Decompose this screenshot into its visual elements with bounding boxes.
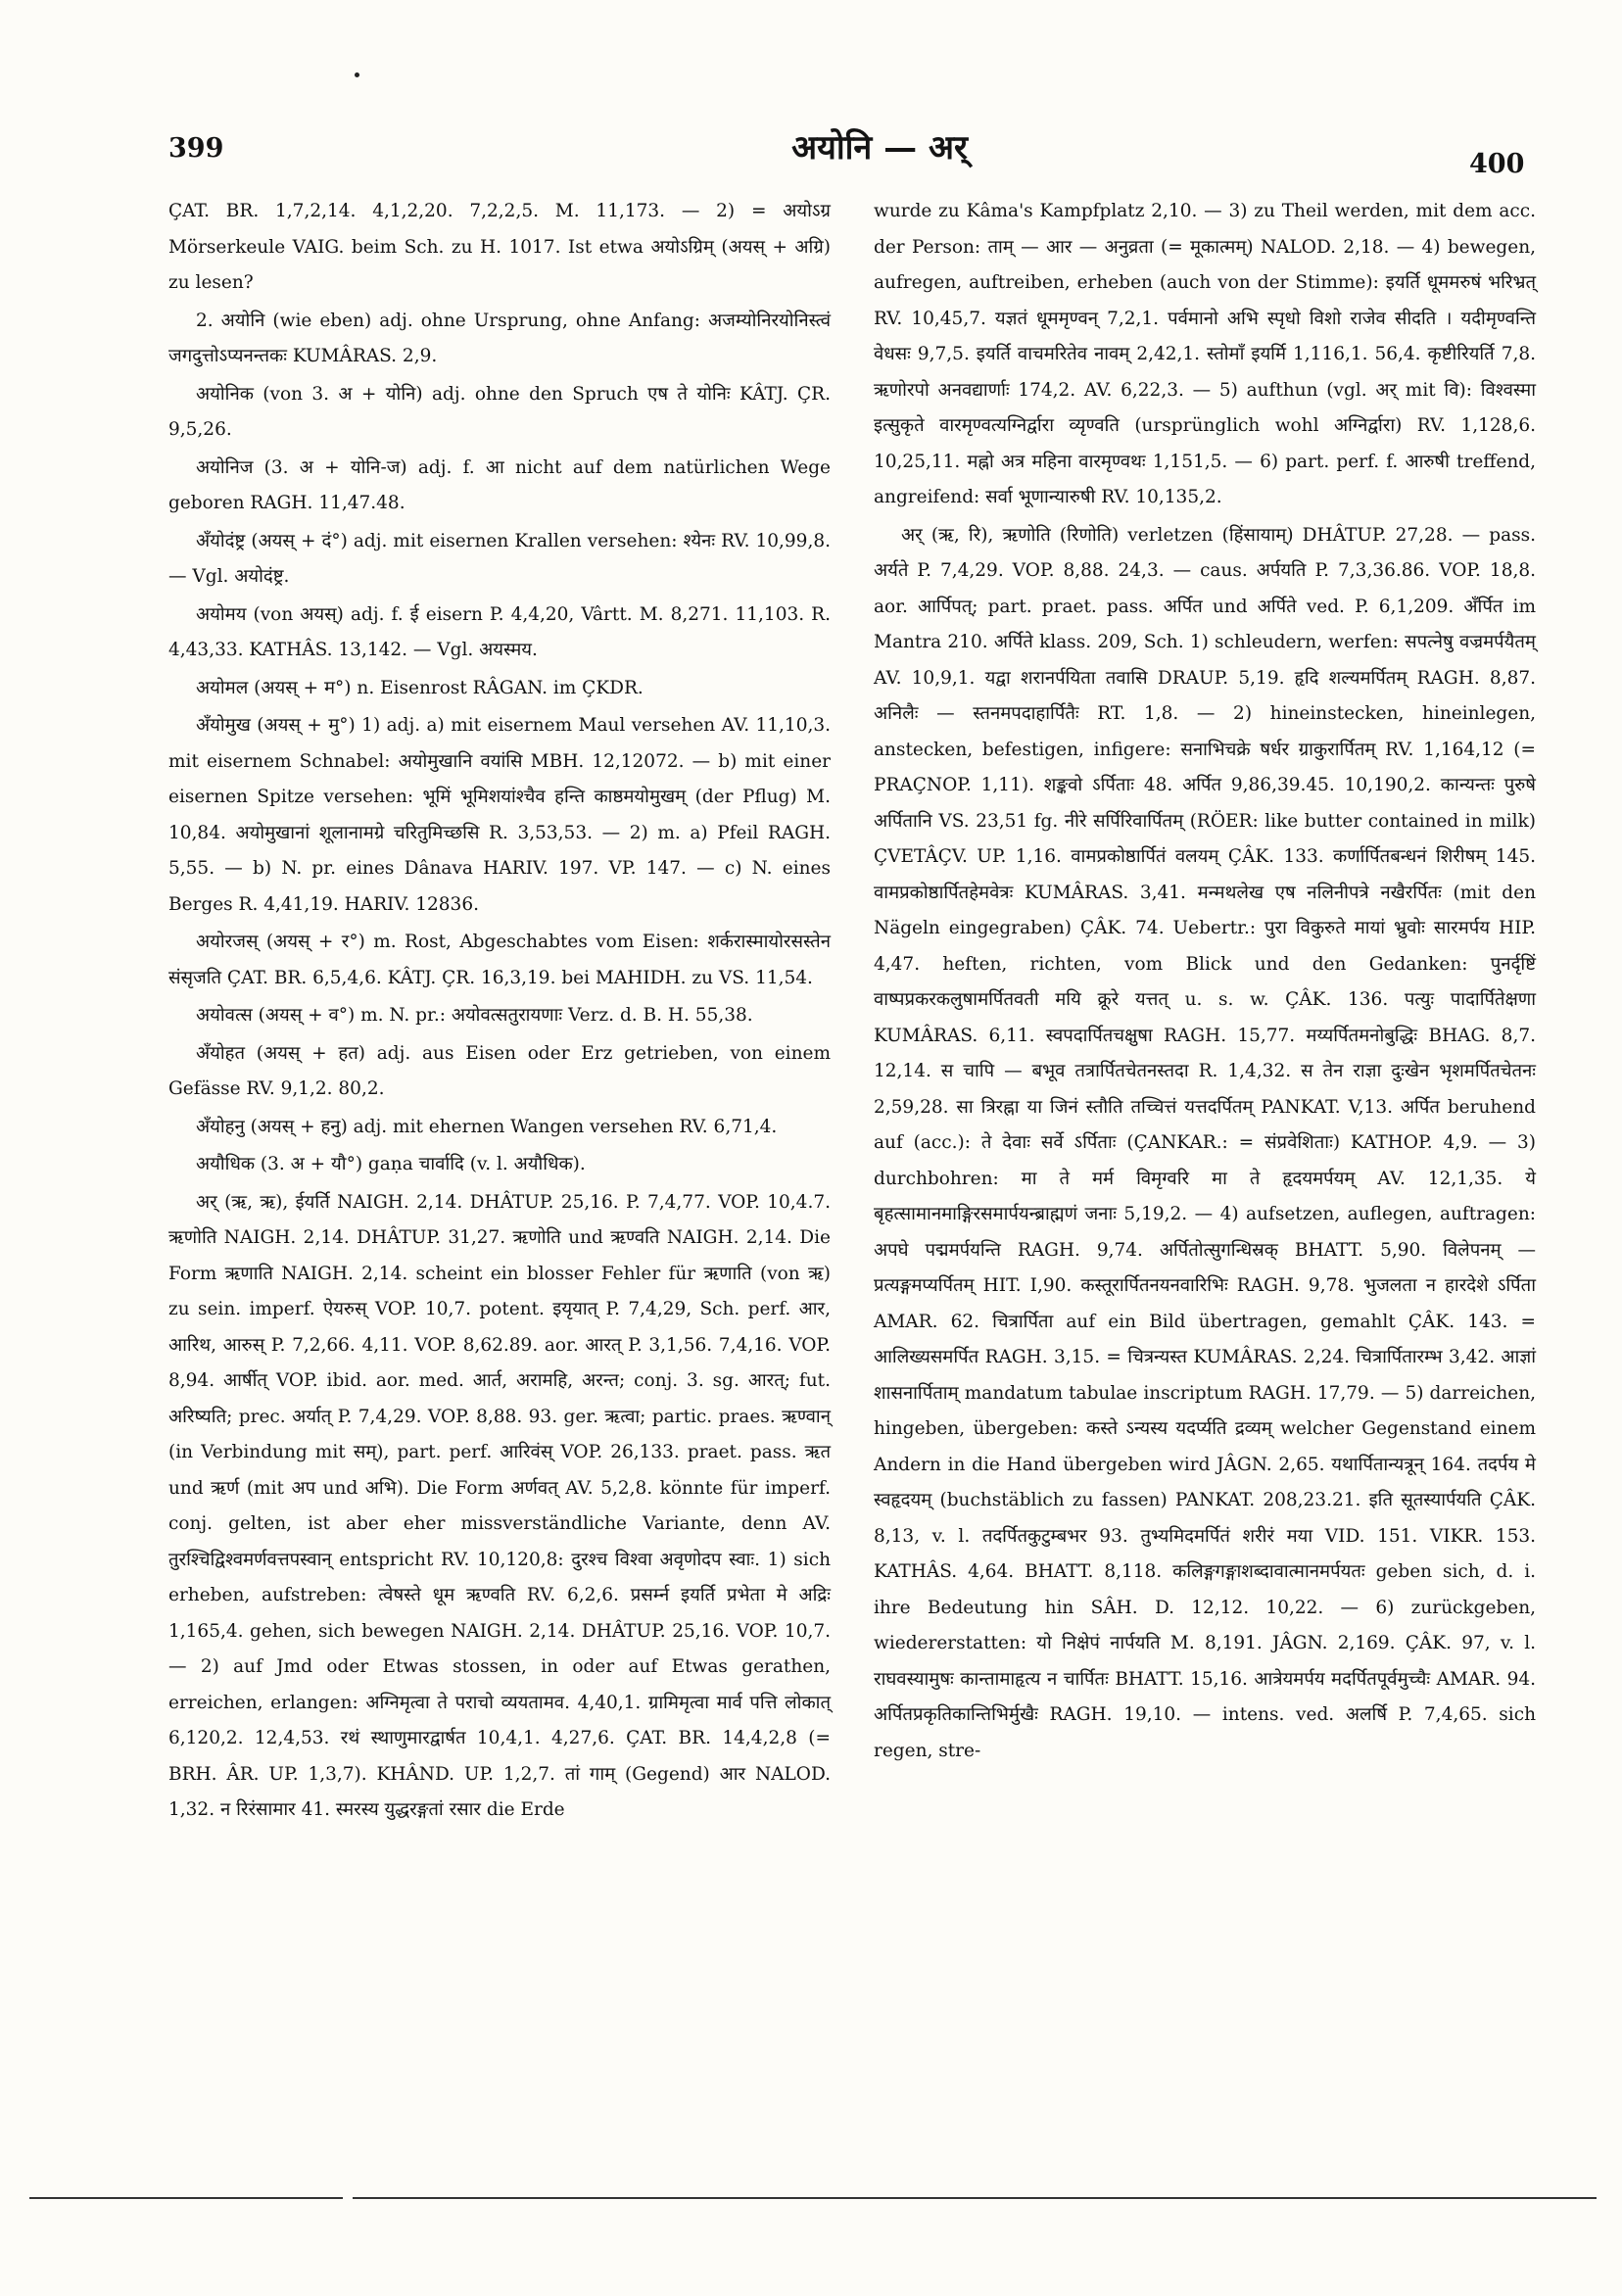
left-column <box>168 194 831 1831</box>
entry: wurde zu Kâma's Kampfplatz 2,10. — 3) zu Theil werden, mit dem acc. der Person: ताम् — आर — अनुव्रता (= मूकात्मम्) NALOD. 2,18. — 4) bewegen, aufregen, auftreiben, erheben (auch von der Stimme): इयर्ति धूममरुषं भरिभ्रत् RV. 10,45,7. यज्ञतं धूममृण्वन् 7,2,1. पर्वमानो अभि स्पृधो विशो राजेव सीदति । यदीमृण्वन्ति वेधसः 9,7,5. इयर्ति वाचमरितेव नावम् 2,42,1. स्तोमाँ इयर्मि 1,116,1. 56,4. कृष्टीरियर्ति 7,8. ऋणोरपो अनवद्यार्णाः 174,2. AV. 6,22,3. — 5) aufthun (vgl. अर् mit वि): विश्वस्मा इत्सुकृते वारमृण्वत्यग्निर्द्वारा व्यृण्वति (ursprünglich wohl अग्निर्द्वारा) RV. 1,128,6. 10,25,11. मह्नो अत्र महिना वारमृण्वथः 1,151,5. — 6) part. perf. f. आरुषी treffend, angreifend: सर्वा भूणान्यारुषी RV. 10,135,2. <box>874 201 1536 507</box>
right-column <box>874 194 1536 1771</box>
running-title: अयोनि — अर् <box>791 128 968 167</box>
entry: अँयोहत (अयस् + हत) adj. aus Eisen oder Erz getrieben, von einem Gefässe RV. 9,1,2. 80,2. <box>168 1042 831 1099</box>
footer-rule <box>353 2197 1597 2199</box>
footer-rule <box>29 2197 343 2199</box>
entry: अयोनिक (von 3. अ + योनि) adj. ohne den Spruch एष ते योनिः KÂTJ. ÇR. 9,5,26. <box>168 383 831 440</box>
entry: ÇAT. BR. 1,7,2,14. 4,1,2,20. 7,2,2,5. M. 11,173. — 2) = अयोऽग्र Mörserkeule VAIG. beim Sch. zu H. 1017. Ist etwa अयोऽग्रिम् (अयस् + अग्रि) zu lesen? <box>168 201 831 293</box>
entry: अयोवत्स (अयस् + व°) m. N. pr.: अयोवत्सतुरायणाः Verz. d. B. H. 55,38. <box>196 1005 753 1026</box>
entry: अयोरजस् (अयस् + र°) m. Rost, Abgeschabtes vom Eisen: शर्करास्मायोरसस्तेन संसृजति ÇAT. BR. 6,5,4,6. KÂTJ. ÇR. 16,3,19. bei MAHIDH. zu VS. 11,54. <box>168 932 831 988</box>
entry: 2. अयोनि (wie eben) adj. ohne Ursprung, ohne Anfang: अजम्योनिरयोनिस्त्वं जगदुत्तोऽप्यनन्तकः KUMÂRAS. 2,9. <box>168 310 831 366</box>
entry: अयोनिज (3. अ + योनि-ज) adj. f. आ nicht auf dem natürlichen Wege geboren RAGH. 11,47.48. <box>168 456 831 513</box>
entry: अयोमय (von अयस्) adj. f. ई eisern P. 4,4,20, Vârtt. M. 8,271. 11,103. R. 4,43,33. KATHÂS. 13,142. — Vgl. अयस्मय. <box>168 603 831 660</box>
entry: अर् (ऋ, ऋ), ईयर्ति NAIGH. 2,14. DHÂTUP. 25,16. P. 7,4,77. VOP. 10,4.7. ऋणोति NAIGH. 2,14. DHÂTUP. 31,27. ऋणोति und ऋण्वति NAIGH. 2,14. Die Form ऋणाति NAIGH. 2,14. scheint ein blosser Fehler für ऋणाति (von ऋ) zu sein. imperf. ऐयरुस् VOP. 10,7. potent. इयृयात् P. 7,4,29, Sch. perf. आर, आरिथ, आरुस् P. 7,2,66. 4,11. VOP. 8,62.89. aor. आरत् P. 3,1,56. 7,4,16. VOP. 8,94. आर्षीत् VOP. ibid. aor. med. आर्त, अरामहि, अरन्त; conj. 3. sg. आरत्; fut. अरिष्यति; prec. अर्यात् P. 7,4,29. VOP. 8,88. 93. ger. ऋत्वा; partic. praes. ऋण्वान् (in Verbindung mit सम्), part. perf. आरिवंस् VOP. 26,133. praet. pass. ऋत und ऋर्ण (mit अप und अभि). Die Form अर्णवत् AV. 5,2,8. könnte für imperf. conj. gelten, ist aber eher missverständliche Variante, denn AV. तुरश्चिद्विश्वमर्णवत्तपस्वान् entspricht RV. 10,120,8: दुरश्च विश्वा अवृणोदप स्वाः. 1) sich erheben, aufstreben: त्वेषस्ते धूम ऋण्वति RV. 6,2,6. प्रसर्म्न इयर्ति प्रभेता मे अद्रिः 1,165,4. gehen, sich bewegen NAIGH. 2,14. DHÂTUP. 25,16. VOP. 10,7. — 2) auf Jmd oder Etwas stossen, in oder auf Etwas gerathen, erreichen, erlangen: अग्निमृत्वा ते पराचो व्ययतामव. 4,40,1. ग्रामिमृत्वा मार्व पत्ति लोकात् 6,120,2. 12,4,53. रथं स्थाणुमारद्वार्षत 10,4,1. 4,27,6. ÇAT. BR. 14,4,2,8 (= BRH. ÂR. UP. 1,3,7). KHÂND. UP. 1,2,7. तां गाम् (Gegend) आर NALOD. 1,32. न रिरंसामार 41. स्मरस्य युद्धरङ्गतां रसार die Erde <box>168 1191 831 1820</box>
right-page-number: 400 <box>1469 149 1525 179</box>
print-speck <box>355 72 359 77</box>
entry: अँयोदंष्ट्र (अयस् + दं°) adj. mit eisernen Krallen versehen: श्येनः RV. 10,99,8. — Vgl. अयोदंष्ट्र. <box>168 530 831 587</box>
entry: अँयोमुख (अयस् + मु°) 1) adj. a) mit eisernem Maul versehen AV. 11,10,3. mit eisernem Schnabel: अयोमुखानि वयांसि MBH. 12,12072. — b) mit einer eisernen Spitze versehen: भूमिं भूमिशयांश्चैव हन्ति काष्ठमयोमुखम् (der Pflug) M. 10,84. अयोमुखानां शूलानामग्रे चरितुमिच्छसि R. 3,53,53. — 2) m. a) Pfeil RAGH. 5,55. — b) N. pr. eines Dânava HARIV. 197. VP. 147. — c) N. eines Berges R. 4,41,19. HARIV. 12836. <box>168 715 831 915</box>
entry: अँयोहनु (अयस् + हनु) adj. mit ehernen Wangen versehen RV. 6,71,4. <box>196 1116 778 1137</box>
entry: अयोमल (अयस् + म°) n. Eisenrost RÂGAN. im ÇKDR. <box>196 677 644 698</box>
left-page-number: 399 <box>168 133 224 164</box>
entry: अर् (ऋ, रि), ऋणोति (रिणोति) verletzen (हिंसायाम्) DHÂTUP. 27,28. — pass. अर्यते P. 7,4,29. VOP. 8,88. 24,3. — caus. अर्पयति P. 7,3,36.86. VOP. 18,8. aor. आर्पिपत्; part. praet. pass. अर्पित und अर्पिते ved. P. 6,1,209. अँर्पित im Mantra 210. अर्पिते klass. 209, Sch. 1) schleudern, werfen: सपत्नेषु वज्रमर्पयैतम् AV. 10,9,1. यद्वा शरानर्पयिता तवासि DRAUP. 5,19. हृदि शल्यमर्पितम् RAGH. 8,87. अनिलैः — स्तनमपदाहार्पितैः RT. 1,8. — 2) hineinstecken, hineinlegen, anstecken, befestigen, infigere: सनाभिचक्रे षर्धर ग्राकुरार्पितम् RV. 1,164,12 (= PRAÇNOP. 1,11). शङ्कवो ऽर्पिताः 48. अर्पित 9,86,39.45. 10,190,2. कान्यन्तः पुरुषे अर्पितानि VS. 23,51 fg. नीरे सर्पिरिवार्पितम् (RÖER: like butter contained in milk) ÇVETÂÇV. UP. 1,16. वामप्रकोष्ठार्पितं वलयम् ÇÂK. 133. कर्णार्पितबन्धनं शिरीषम् 145. वामप्रकोष्ठार्पितहेमवेत्रः KUMÂRAS. 3,41. मन्मथलेख एष नलिनीपत्रे नखैरर्पितः (mit den Nägeln eingegraben) ÇÂK. 74. Uebertr.: पुरा विकुरुते मायां भ्रुवोः सारमर्पय HIP. 4,47. heften, richten, vom Blick und den Gedanken: पुनर्दृष्टिं वाष्पप्रकरकलुषामर्पितवती मयि क्रूरे यत्तत् u. s. w. ÇÂK. 136. पत्युः पादार्पितेक्षणा KUMÂRAS. 6,11. स्वपदार्पितचक्षुषा RAGH. 15,77. मय्यर्पितमनोबुद्धिः BHAG. 8,7. 12,14. स चापि — बभूव तत्रार्पितचेतनस्तदा R. 1,4,32. स तेन राज्ञा दुःखेन भृशमर्पितचेतनः 2,59,28. सा त्रिरह्ना या जिनं स्तौति तच्चित्तं यत्तदर्पितम् PANKAT. V,13. अर्पित beruhend auf (acc.): ते देवाः सर्वे ऽर्पिताः (ÇANKAR.: = संप्रवेशिताः) KATHOP. 4,9. — 3) durchbohren: मा ते मर्म विमृग्वरि मा ते हृदयमर्पयम् AV. 12,1,35. ये बृहत्सामानमाङ्गिरसमार्पयन्ब्राह्मणं जनाः 5,19,2. — 4) aufsetzen, auflegen, auftragen: अपघे पद्ममर्पयन्ति RAGH. 9,74. अर्पितोत्सुगन्धिस्रक् BHATT. 5,90. विलेपनम् — प्रत्यङ्गमप्यर्पितम् HIT. I,90. कस्तूरार्पितनयनवारिभिः RAGH. 9,78. भुजलता न हारदेशे ऽर्पिता AMAR. 62. चित्रार्पिता auf ein Bild übertragen, gemahlt ÇÂK. 143. = आलिख्यसमर्पित RAGH. 3,15. = चित्रन्यस्त KUMÂRAS. 2,24. चित्रार्पितारम्भ 3,42. आज्ञां शासनार्पिताम् mandatum tabulae inscriptum RAGH. 17,79. — 5) darreichen, hingeben, übergeben: कस्ते ऽन्यस्य यदर्प्यति द्रव्यम् welcher Gegenstand einem Andern in die Hand übergeben wird JÂGN. 2,65. यथार्पितान्यत्रून् 164. तदर्पय मे स्वहृदयम् (buchstäblich zu fassen) PANKAT. 208,23.21. इति सूतस्यार्पयति ÇÂK. 8,13, v. l. तदर्पितकुटुम्बभर 93. तुभ्यमिदमर्पितं शरीरं मया VID. 151. VIKR. 153. KATHÂS. 4,64. BHATT. 8,118. कलिङ्गगङ्गाशब्दावात्मानमर्पयतः geben sich, d. i. ihre Bedeutung hin SÂH. D. 12,12. 10,22. — 6) zurückgeben, wiedererstatten: यो निक्षेपं नार्पयति M. 8,191. JÂGN. 2,169. ÇÂK. 97, v. l. राघवस्यामुषः कान्तामाहृत्य न चार्पितः BHATT. 15,16. आत्रेयमर्पय मदर्पितपूर्वमुच्चैः AMAR. 94. अर्पितप्रकृतिकान्तिभिर्मुखैः RAGH. 19,10. — intens. ved. अलर्षि P. 7,4,65. sich regen, stre- <box>874 524 1536 1761</box>
entry: अयौधिक (3. अ + यौ°) gaṇa चार्वादि (v. l. अयौधिक). <box>196 1154 586 1174</box>
page-header <box>0 0 1622 186</box>
